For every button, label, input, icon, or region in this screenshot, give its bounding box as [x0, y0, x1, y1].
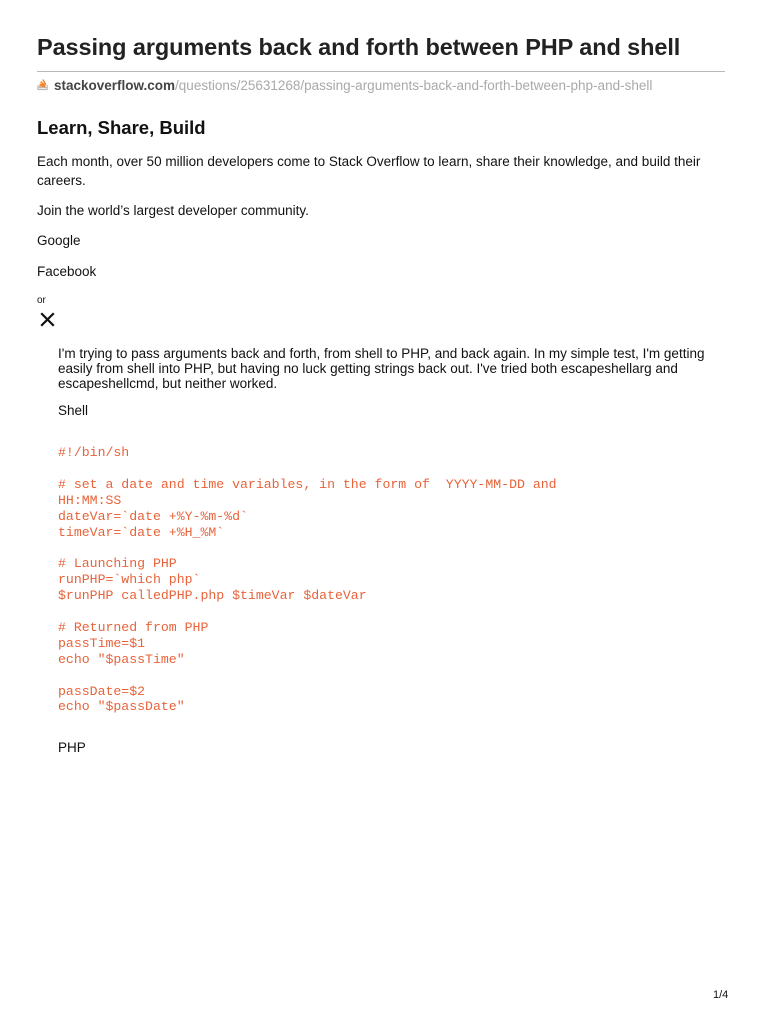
banner-intro: Each month, over 50 million developers come to Stack Overflow to learn, share their knowledge, and build their careers.: [37, 154, 701, 188]
stackoverflow-logo-icon: [37, 78, 50, 91]
code-line: [58, 668, 557, 684]
code-line: $runPHP calledPHP.php $timeVar $dateVar: [58, 588, 367, 604]
close-icon[interactable]: [40, 312, 55, 327]
code-line: echo "$passTime": [58, 651, 185, 667]
code-line: timeVar=`date +%H_%M`: [58, 524, 225, 540]
code-line: HH:MM:SS: [58, 492, 122, 508]
code-line: #!/bin/sh: [58, 445, 130, 460]
google-signup-link[interactable]: Google: [37, 233, 81, 248]
code-line: [58, 540, 557, 556]
banner-heading: Learn, Share, Build: [37, 117, 206, 138]
code-line: [58, 461, 557, 477]
code-line: passTime=$1: [58, 635, 146, 651]
code-line: passDate=$2: [58, 683, 146, 699]
code-line: dateVar=`date +%Y-%m-%d`: [58, 508, 248, 524]
title-divider: [37, 71, 725, 72]
code-line: # Returned from PHP: [58, 619, 209, 635]
code-line: # set a date and time variables, in the form of YYYY-MM-DD and: [58, 476, 557, 492]
facebook-signup-link[interactable]: Facebook: [37, 264, 97, 279]
shell-label: Shell: [58, 403, 89, 418]
code-line: # Launching PHP: [58, 556, 177, 572]
question-body: I'm trying to pass arguments back and forth, from shell to PHP, and back again. In my simple test, I'm getting easily from shell into PHP, but having no luck getting strings back out. I've tried both escapeshellarg and escapeshellcmd, but neither worked.: [58, 346, 705, 391]
source-path: /questions/25631268/passing-arguments-back-and-forth-between-php-and-shell: [175, 78, 653, 93]
source-link[interactable]: [37, 78, 652, 93]
shell-code-block: [58, 445, 557, 715]
page-number: 1/4: [713, 989, 729, 1001]
or-separator: or: [37, 295, 46, 306]
page-title: Passing arguments back and forth between PHP and shell: [37, 34, 681, 60]
banner-join-text: Join the world’s largest developer community.: [37, 203, 309, 218]
code-line: runPHP=`which php`: [58, 572, 201, 588]
php-label: PHP: [58, 740, 86, 755]
code-line: [58, 604, 557, 620]
source-domain: stackoverflow.com: [54, 78, 176, 93]
code-line: echo "$passDate": [58, 699, 185, 715]
